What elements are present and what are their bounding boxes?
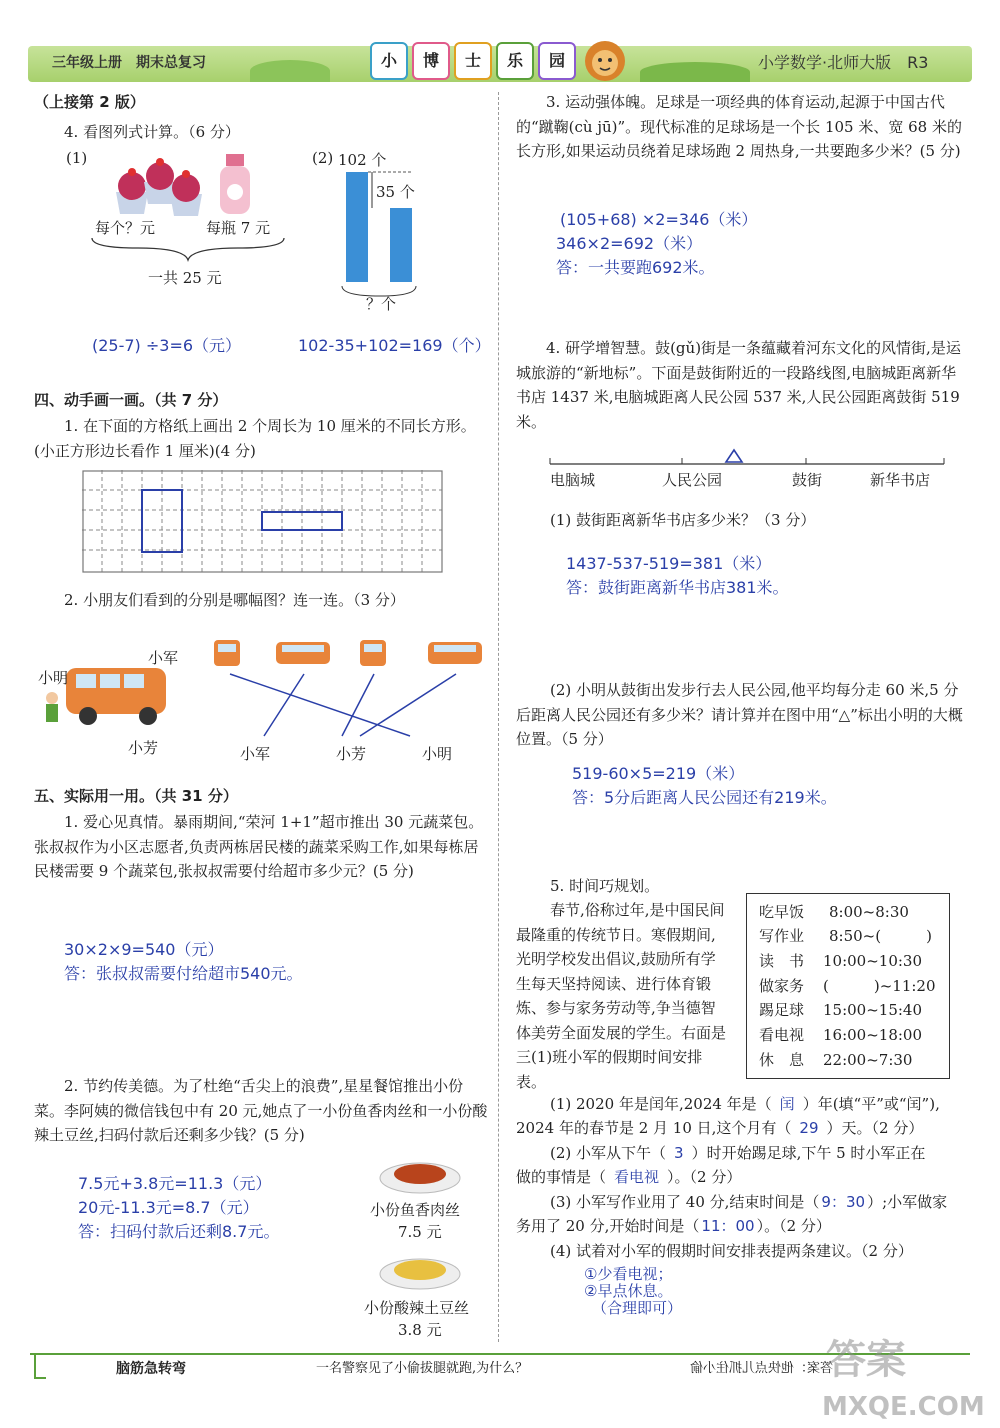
r-q3-answer-3: 答：一共要跑692米。 [556, 258, 715, 277]
schedule-table [746, 893, 950, 1079]
header-left-title: 三年级上册 期末总复习 [52, 55, 206, 71]
sec4-q2-text: 2. 小朋友们看到的分别是哪幅图？连一连。（3 分） [64, 591, 405, 609]
r-q5-sub3-line1: (3) 小军写作业用了 40 分,结束时间是（ 9：30 ）;小军做家 [550, 1193, 948, 1211]
schedule-activity: 写作业 [759, 927, 805, 945]
r-q4-sub1-answer-1: 1437-537-519=381（米） [566, 554, 772, 573]
schedule-time: 10:00~10:30 [823, 952, 923, 970]
bottom-label: 小明 [422, 745, 453, 763]
footer-label: 脑筋急转弯 [116, 1361, 186, 1377]
sec4-q1-text: 1. 在下面的方格纸上画出 2 个周长为 10 厘米的不同长方形。(小正方形边长看作 1 厘米)(4 分) [34, 417, 476, 460]
r-q5-sub4: (4) 试着对小军的假期时间安排表提两条建议。（2 分） [550, 1242, 913, 1260]
r-q5-sub3-line2: 务用了 20 分,开始时间是（ 11：00 ）。（2 分） [516, 1217, 831, 1235]
schedule-activity: 踢足球 [759, 1001, 805, 1019]
fill-answer: 看电视 [614, 1168, 660, 1186]
r-q5-sub2-line1: (2) 小军从下午（ 3 ）时开始踢足球,下午 5 时小军正在 [550, 1144, 926, 1162]
bottom-label: 小芳 [336, 745, 367, 763]
q4-part2-label: (2) [312, 149, 334, 167]
bar-diff-label: 35 个 [376, 183, 415, 201]
bar-question-label: ？个 [366, 295, 397, 313]
header-tile: 小 [370, 42, 408, 80]
cake-price-label: 每个？元 [95, 219, 156, 237]
map-label: 电脑城 [550, 471, 596, 489]
fill-answer: 11：00 [701, 1217, 755, 1235]
schedule-time: 16:00~18:00 [823, 1026, 923, 1044]
sec5-q2-answer-3: 答：扫码付款后还剩8.7元。 [78, 1222, 280, 1241]
dish-potato-icon [378, 1252, 462, 1292]
sec5-q1-answer-2: 答：张叔叔需要付给超市540元。 [64, 964, 303, 983]
r-q5-sub4-answer-1: ①少看电视； [584, 1265, 673, 1283]
lion-mascot-icon [582, 38, 628, 84]
fill-answer: 29 [799, 1119, 819, 1137]
dish2-price: 3.8 元 [398, 1321, 442, 1339]
bus-view-side-icon [276, 642, 330, 664]
header-tile: 士 [454, 42, 492, 80]
match-line-4 [360, 674, 456, 736]
schedule-time: ( )~11:20 [823, 977, 936, 995]
schedule-activity: 吃早饭 [759, 903, 805, 921]
footer-riddle: 一名警察见了小偷拔腿就跑,为什么？ [316, 1361, 529, 1376]
schedule-activity: 看电视 [759, 1026, 805, 1044]
schedule-time: 15:00~15:40 [823, 1001, 923, 1019]
grid-paper [82, 470, 444, 574]
continue-note: （上接第 2 版） [34, 93, 145, 111]
map-label: 人民公园 [662, 471, 723, 489]
column-divider [498, 92, 500, 1342]
schedule-time: 8:50~( ) [829, 927, 932, 945]
sec5-q1-answer-1: 30×2×9=540（元） [64, 940, 224, 959]
r-q5-sub4-answer-2: ②早点休息。 [584, 1282, 673, 1300]
bus-view-back-icon [360, 640, 386, 666]
dish2-name: 小份酸辣土豆丝 [364, 1299, 470, 1317]
schedule-time: 8:00~8:30 [829, 903, 909, 921]
section-4-title: 四、动手画一画。（共 7 分） [34, 391, 228, 409]
q4-part1-label: (1) [66, 149, 88, 167]
schedule-activity: 休 息 [759, 1051, 805, 1069]
kid-label-xiaoming: 小明 [38, 669, 69, 687]
xiaoming-position-triangle-icon [726, 450, 742, 462]
r-q5-sub1-line2: 2024 年的春节是 2 月 10 日,这个月有（ 29 ）天。（2 分） [516, 1119, 924, 1137]
dish1-name: 小份鱼香肉丝 [370, 1201, 461, 1219]
dish-shredded-pork-icon [378, 1156, 462, 1196]
r-q5-sub2-line2: 做的事情是（ 看电视 ）。（2 分） [516, 1168, 742, 1186]
r-q4-sub1: (1) 鼓街距离新华书店多少米？（3 分） [550, 511, 816, 529]
header-tile: 乐 [496, 42, 534, 80]
schedule-time: 22:00~7:30 [823, 1051, 913, 1069]
r-q4-sub2: (2) 小明从鼓街出发步行去人民公园,他平均每分走 60 米,5 分后距离人民公园还有多少米？请计算并在图中用“△”标出小明的大概位置。（5 分） [516, 681, 963, 748]
r-q3-answer-1: (105+68) ×2=346（米） [560, 210, 758, 229]
footer-bracket [34, 1355, 46, 1379]
bar-short [390, 208, 412, 282]
match-line-3 [342, 674, 374, 736]
r-q5-text: 春节,俗称过年,是中国民间最隆重的传统节日。寒假期间,光明学校发出倡议,鼓励所有学生每天坚持阅读、进行体育锻炼、参与家务劳动等,争当德智体美劳全面发展的学生。右面是三(1)班小军的假期时间安排表。 [516, 901, 727, 1091]
fill-answer: 闰 [779, 1095, 795, 1113]
page-header [0, 38, 1000, 90]
kid-label-xiaofang: 小芳 [128, 739, 159, 757]
schedule-activity: 读 书 [759, 952, 805, 970]
header-tile: 博 [412, 42, 450, 80]
bus-view-front-icon [214, 640, 240, 666]
total-brace [88, 236, 288, 266]
header-tile: 园 [538, 42, 576, 80]
sec5-q2-answer-1: 7.5元+3.8元=11.3（元） [78, 1174, 272, 1193]
bottle-price-label: 每瓶 7 元 [206, 219, 271, 237]
q4-title: 4. 看图列式计算。（6 分） [64, 123, 240, 141]
r-q4-sub2-answer-2: 答：5分后距离人民公园还有219米。 [572, 788, 837, 807]
r-q5-sub4-answer-3: （合理即可） [592, 1299, 683, 1317]
match-line-2 [264, 674, 304, 736]
fill-answer: 9：30 [821, 1193, 866, 1211]
q4-answer-2: 102-35+102=169（个） [298, 336, 491, 355]
sec5-q1-text: 1. 爱心见真情。暴雨期间,“荣河 1+1”超市推出 30 元蔬菜包。张叔叔作为小区志愿者,负责两栋居民楼的蔬菜采购工作,如果每栋居民楼需要 9 个蔬菜包,张叔叔需要付给超市多少元？(5 分) [34, 813, 484, 880]
bus-view-side2-icon [428, 642, 482, 664]
header-right-title: 小学数学·北师大版 R3 [758, 53, 929, 72]
bar-long [346, 172, 368, 282]
watermark-url: MXQE.COM [822, 1392, 985, 1422]
sec5-q2-text: 2. 节约传美德。为了杜绝“舌尖上的浪费”,星星餐馆推出小份菜。李阿姨的微信钱包中有 20 元,她点了一小份鱼香肉丝和一小份酸辣土豆丝,扫码付款后还剩多少钱？(5 分) [34, 1077, 488, 1144]
total-label: 一共 25 元 [148, 269, 222, 287]
r-q3-text: 3. 运动强体魄。足球是一项经典的体育运动,起源于中国古代的“蹴鞠(cù jū)”。现代标准的足球场是一个长 105 米、宽 68 米的长方形,如果运动员绕着足球场跑 2 周热身,一共要跑多少米？(5 分) [516, 93, 962, 160]
bus-views-matching [210, 632, 490, 742]
fill-answer: 3 [674, 1144, 684, 1162]
r-q4-sub2-answer-1: 519-60×5=219（米） [572, 764, 745, 783]
milk-bottle-icon [216, 152, 260, 218]
map-label: 新华书店 [870, 471, 931, 489]
section-5-title: 五、实际用一用。（共 31 分） [34, 787, 238, 805]
r-q4-text: 4. 研学增智慧。鼓(gǔ)街是一条蕴藏着河东文化的风情街,是运城旅游的“新地标”。下面是鼓街附近的一段路线图,电脑城距离新华书店 1437 米,电脑城距离人民公园 537 米,人民公园距离鼓街 519 米。 [516, 339, 961, 431]
map-label: 鼓街 [792, 471, 823, 489]
schedule-activity: 做家务 [759, 977, 805, 995]
match-line-1 [230, 674, 410, 736]
dish1-price: 7.5 元 [398, 1223, 442, 1241]
footer-answer-mirrored: 答案：他快点儿抓住小偷 [690, 1361, 834, 1376]
watermark-logo: 答案 [826, 1337, 906, 1383]
bottom-label: 小军 [240, 745, 271, 763]
sec5-q2-answer-2: 20元-11.3元=8.7（元） [78, 1198, 259, 1217]
r-q5-sub1-line1: (1) 2020 年是闰年,2024 年是（ 闰 ）年(填“平”或“闰”), [550, 1095, 940, 1113]
r-q5-title: 5. 时间巧规划。 [550, 877, 660, 895]
r-q3-answer-2: 346×2=692（米） [556, 234, 703, 253]
kid-label-xiaojun: 小军 [148, 649, 179, 667]
bar-top-label: 102 个 [338, 151, 387, 169]
r-q4-sub1-answer-2: 答：鼓街距离新华书店381米。 [566, 578, 789, 597]
q4-answer-1: (25-7) ÷3=6（元） [92, 336, 242, 355]
